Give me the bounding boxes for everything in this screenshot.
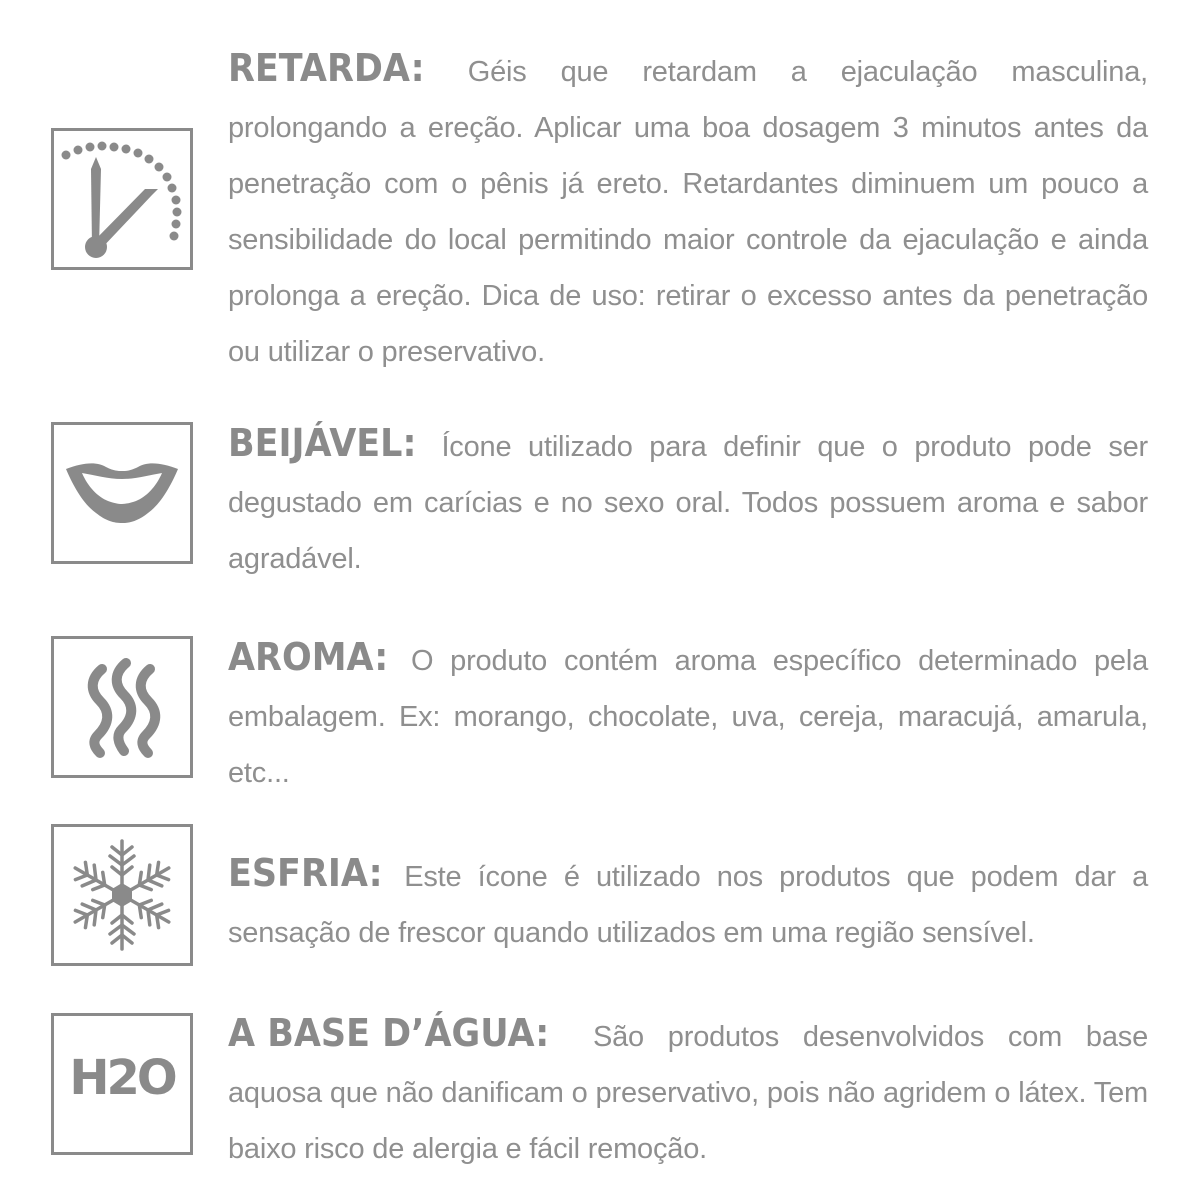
feature-title: BEIJÁVEL: [228, 421, 417, 465]
feature-text [228, 1005, 1148, 1177]
feature-description: Este ícone é utilizado nos produtos que podem dar a sensação de frescor quando utilizados em uma região sensível. [228, 861, 1148, 949]
h2o-icon [51, 1013, 193, 1155]
h2o-label: H2O [69, 1050, 175, 1106]
feature-text [228, 845, 1148, 961]
feature-title: RETARDA: [228, 46, 425, 90]
feature-title: AROMA: [228, 635, 389, 679]
feature-text [228, 629, 1148, 801]
feature-description: Géis que retardam a ejaculação masculina, prolongando a ereção. Aplicar uma boa dosagem 3 minutos antes da penetração com o pênis já ereto. Retardantes diminuem um pouco a sensibilidade do local permitindo maior controle da ejaculação e ainda prolonga a ereção. Dica de uso: retirar o excesso antes da penetração ou utilizar o preservativo. [228, 56, 1149, 368]
snowflake-icon [51, 824, 193, 966]
feature-text [228, 415, 1148, 587]
feature-title: ESFRIA: [228, 851, 383, 895]
lips-icon [51, 422, 193, 564]
aroma-waves-icon [51, 636, 193, 778]
feature-text [228, 40, 1148, 380]
feature-description: Ícone utilizado para definir que o produto pode ser degustado em carícias e no sexo oral. Todos possuem aroma e sabor agradável. [228, 431, 1148, 575]
clock-icon [51, 128, 193, 270]
feature-description: O produto contém aroma específico determinado pela embalagem. Ex: morango, chocolate, uva, cereja, maracujá, amarula, etc... [228, 645, 1149, 789]
feature-title: A BASE D’ÁGUA: [228, 1011, 550, 1055]
feature-description: São produtos desenvolvidos com base aquosa que não danificam o preservativo, pois não agridem o látex. Tem baixo risco de alergia e fácil remoção. [228, 1021, 1148, 1165]
